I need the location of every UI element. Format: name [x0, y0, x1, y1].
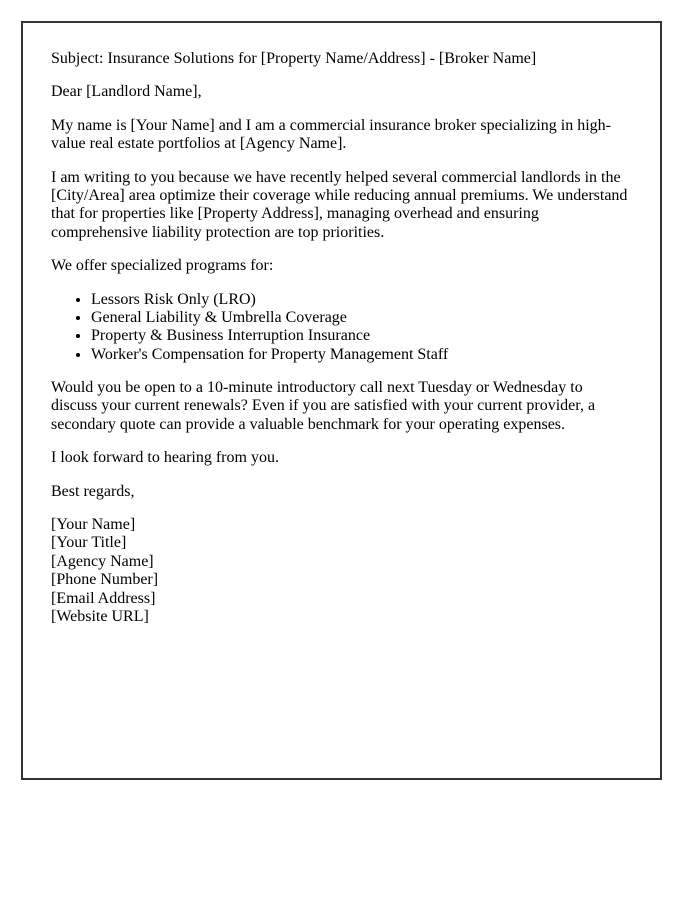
- signature-line-email: [Email Address]: [51, 589, 156, 607]
- greeting-line: Dear [Landlord Name],: [51, 83, 202, 101]
- list-item: • Worker's Compensation for Property Management Staff: [91, 346, 632, 364]
- programs-list: [51, 291, 632, 365]
- signature-line-website: [Website URL]: [51, 607, 149, 625]
- signature-line-title: [Your Title]: [51, 534, 127, 552]
- list-item: • Property & Business Interruption Insurance: [91, 327, 632, 345]
- call-to-action-paragraph: Would you be open to a 10-minute introductory call next Tuesday or Wednesday to discuss your current renewals? Even if you are satisfied with your current provider, a secondary quote can provide a valuable benchmark for your operating expenses.: [51, 379, 596, 433]
- letter-document: [21, 21, 662, 780]
- signature-line-name: [Your Name]: [51, 516, 136, 534]
- signature-line-agency: [Agency Name]: [51, 552, 154, 570]
- sign-off-line: Best regards,: [51, 482, 135, 500]
- context-paragraph: I am writing to you because we have recently helped several commercial landlords in the [City/Area] area optimize their coverage while reducing annual premiums. We understand that for properties like [Property Address], managing overhead and ensuring comprehensive liability protection are top priorities.: [51, 168, 628, 241]
- subject-line: Subject: Insurance Solutions for [Property Name/Address] - [Broker Name]: [51, 50, 537, 67]
- programs-lead-line: We offer specialized programs for:: [51, 257, 274, 275]
- closing-line: I look forward to hearing from you.: [51, 449, 279, 467]
- intro-paragraph: My name is [Your Name] and I am a commercial insurance broker specializing in high-value real estate portfolios at [Agency Name].: [51, 116, 611, 153]
- signature-line-phone: [Phone Number]: [51, 571, 159, 589]
- signature-block: [51, 516, 632, 626]
- list-item: • General Liability & Umbrella Coverage: [91, 309, 632, 327]
- list-item: • Lessors Risk Only (LRO): [91, 291, 632, 309]
